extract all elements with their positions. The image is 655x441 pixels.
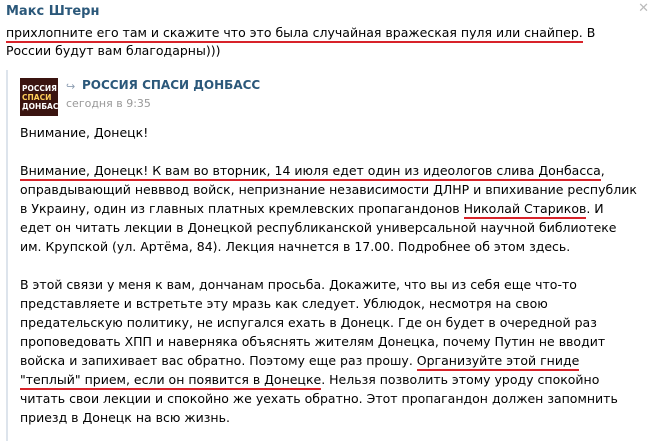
post-p1-text-1: , оправдывающий невввод войск, непризнание независимости ДЛНР и впихивание республик в Украину, один из главных платных кремлевских пропагандонов bbox=[20, 163, 637, 216]
avatar-line-1: РОССИЯ bbox=[22, 83, 57, 93]
comment-author-name[interactable]: Макс Штерн bbox=[6, 4, 100, 19]
comment-rest-text: В России будут вам благодарны))) bbox=[6, 25, 596, 58]
post-paragraph-2 bbox=[20, 275, 638, 427]
post-p2-text-1: В этой связи у меня к вам, дончанам просьба. Докажите, что вы из себя еще что-то представляете и встретьте эту мразь как следует. Ублюдок, несмотря на свою предательскую политику, не испугался ехать в Донецк. Где он будет в очередной раз проповедовать ХПП и наверняка объяснять жителям Донецка, почему Путин не вводит войска и запихивает вас обратно. Поэтому еще раз прошу. bbox=[20, 277, 606, 368]
post-p2-text-2: . Нельзя позволить этому уроду спокойно читать свои лекции и спокойно же уехать обратно. Этот пропагандон должен запомнить приезд в Донецк на всю жизнь. bbox=[20, 372, 618, 425]
avatar-line-3: ДОНБАСС bbox=[22, 101, 64, 111]
repost-timestamp[interactable]: сегодня в 9:35 bbox=[66, 97, 151, 110]
repost-block bbox=[6, 70, 651, 441]
post-p1-text-2: . И едет он читать лекции в Донецкой республиканской универсальной научной библиотеке им. Крупской (ул. Артёма, 84). Лекция начнется в 17.00. Подробнее об этом здесь. bbox=[20, 201, 617, 254]
repost-source-name[interactable]: РОССИЯ СПАСИ ДОНБАСС bbox=[82, 78, 261, 92]
post-p2-underlined-1: Организуйте этой гниде "теплый" прием, если он появится в Донецке bbox=[20, 353, 579, 390]
close-icon[interactable]: ✕ bbox=[638, 1, 649, 16]
post-heading: Внимание, Донецк! bbox=[20, 125, 149, 140]
post-p1-underlined-2: Николай Стариков bbox=[464, 201, 587, 219]
source-avatar[interactable] bbox=[20, 78, 64, 116]
post-p1-underlined-1: Внимание, Донецк! К вам во вторник, 14 июля едет один из идеологов слива Донбасса bbox=[20, 163, 601, 181]
post-paragraph-1 bbox=[20, 161, 638, 256]
comment-underlined-text: прихлопните его там и скажите что это была случайная вражеская пуля или снайпер. bbox=[6, 25, 583, 43]
avatar-line-2: СПАСИ bbox=[22, 92, 52, 102]
repost-body bbox=[20, 123, 638, 427]
comment-text bbox=[6, 24, 642, 60]
repost-arrow-icon: ↪ bbox=[66, 80, 76, 93]
